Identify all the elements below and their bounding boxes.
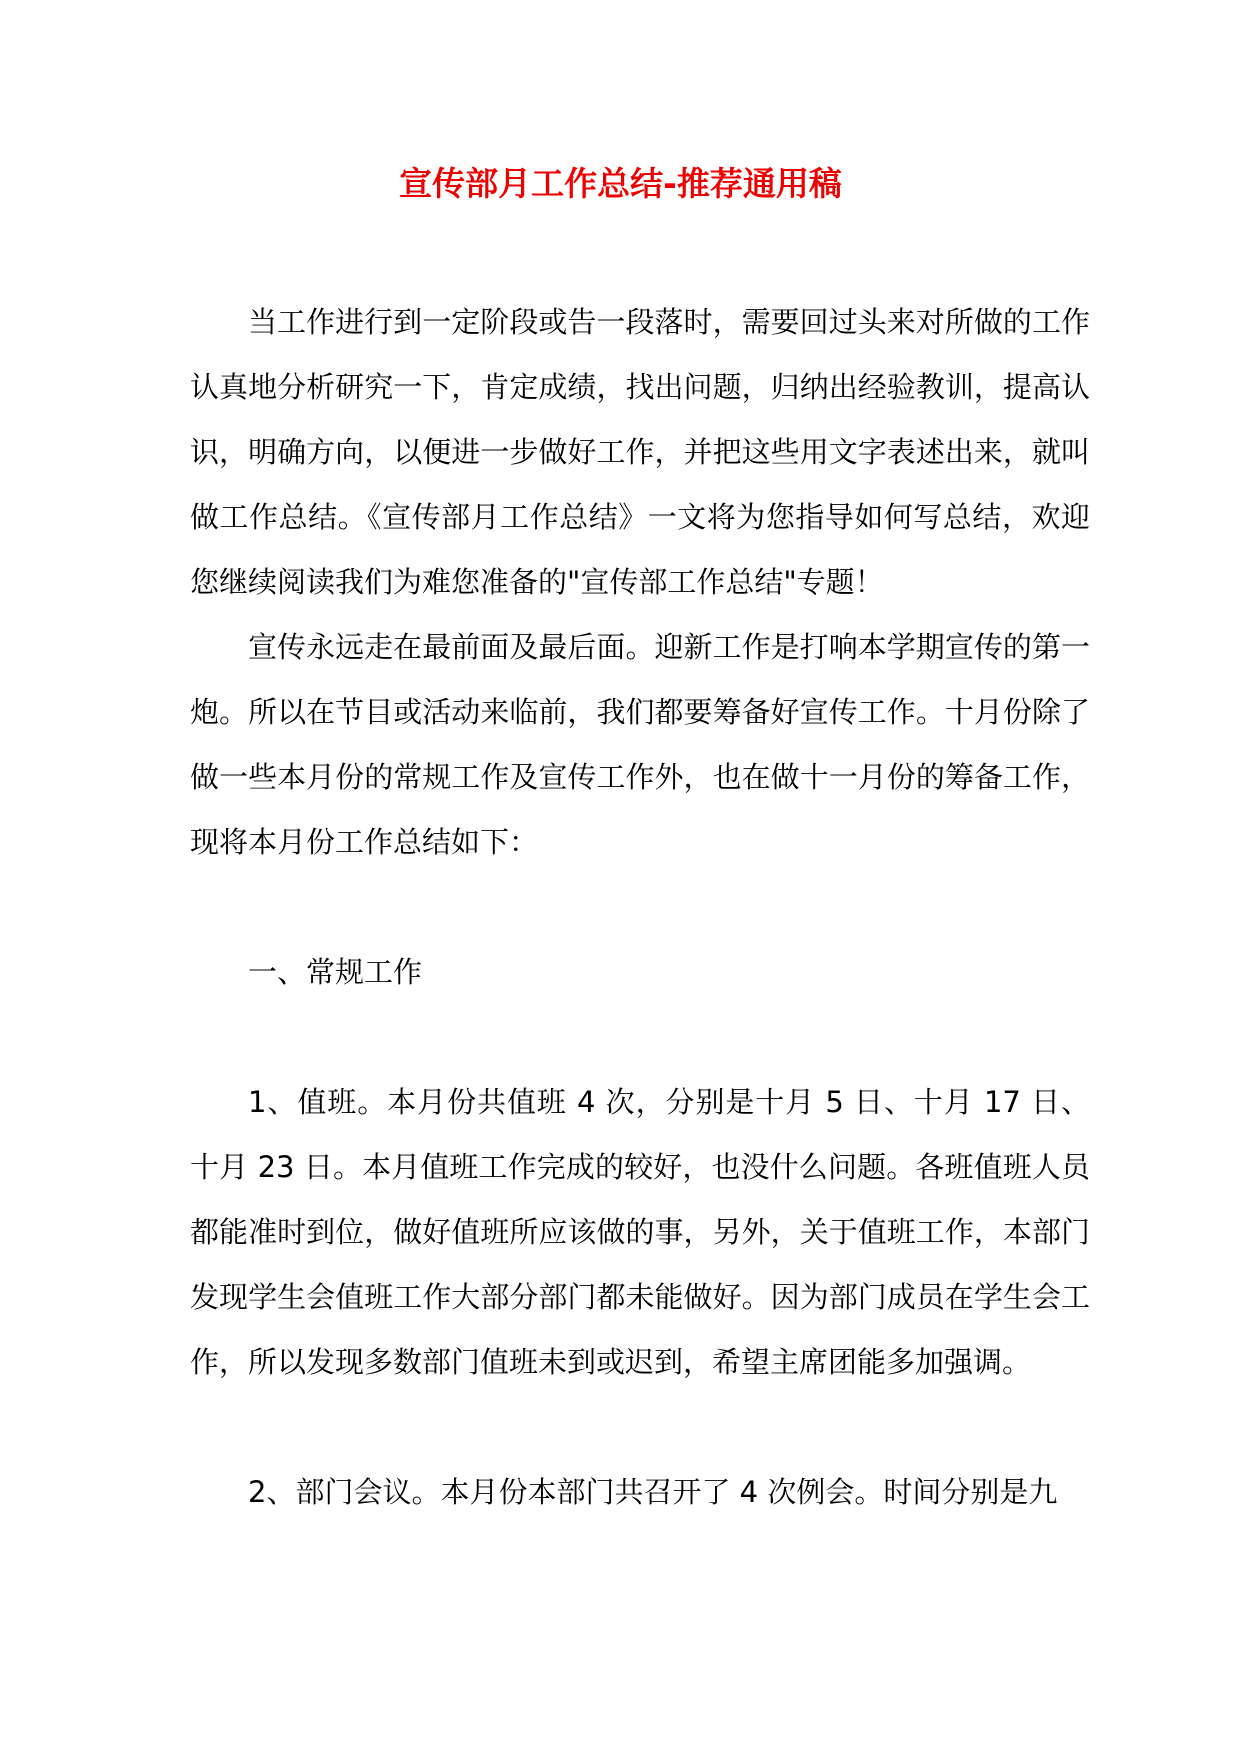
document-title: 宣传部月工作总结-推荐通用稿	[399, 164, 842, 203]
item-department-meeting: 2、部门会议。本月份本部门共召开了 4 次例会。时间分别是九	[248, 1475, 1058, 1509]
overview-paragraph: 宣传永远走在最前面及最后面。迎新工作是打响本学期宣传的第一炮。所以在节目或活动来临前，我们都要筹备好宣传工作。十月份除了做一些本月份的常规工作及宣传工作外，也在做十一月份的筹备工作，现将本月份工作总结如下：	[190, 630, 1090, 859]
item-duty: 1、值班。本月份共值班 4 次，分别是十月 5 日、十月 17 日、十月 23 日。本月值班工作完成的较好，也没什么问题。各班值班人员都能准时到位，做好值班所应该做的事，另外，关于值班工作，本部门发现学生会值班工作大部分部门都未能做好。因为部门成员在学生会工作，所以发现多数部门值班未到或迟到，希望主席团能多加强调。	[190, 1085, 1090, 1379]
intro-paragraph: 当工作进行到一定阶段或告一段落时，需要回过头来对所做的工作认真地分析研究一下，肯定成绩，找出问题，归纳出经验教训，提高认识，明确方向，以便进一步做好工作，并把这些用文字表述出来，就叫做工作总结。《宣传部月工作总结》一文将为您指导如何写总结，欢迎您继续阅读我们为难您准备的"宣传部工作总结"专题！	[190, 305, 1090, 599]
section-heading-routine-work: 一、常规工作	[248, 955, 423, 989]
document-body	[190, 290, 1090, 1525]
